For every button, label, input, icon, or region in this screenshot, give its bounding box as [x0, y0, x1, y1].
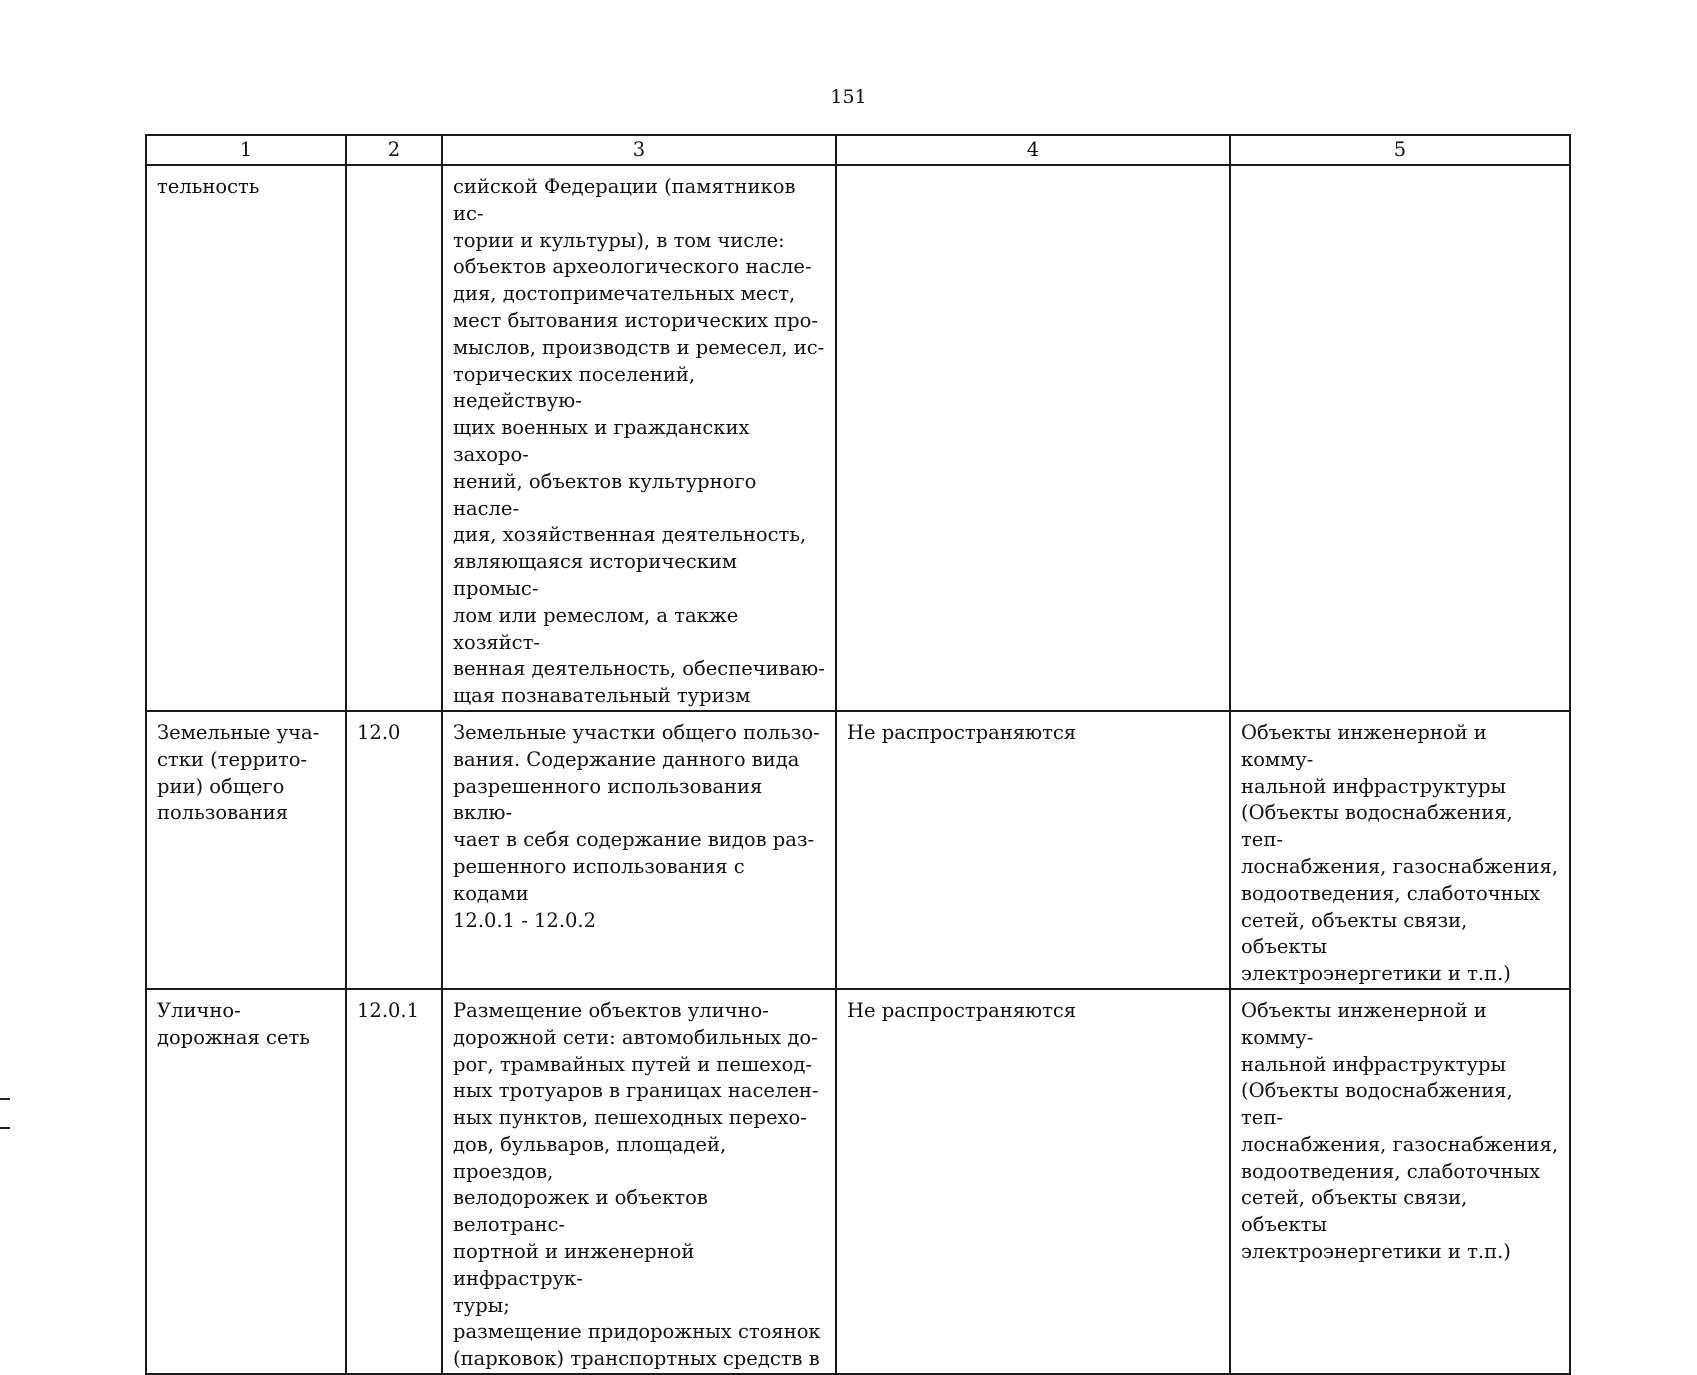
- cell-text: Улично- дорожная сеть: [157, 998, 310, 1049]
- cell-auxiliary-uses: [1230, 711, 1570, 989]
- cell-text: Объекты инженерной и комму- нальной инфраструктуры (Объекты водоснабжения, теп- лоснабжения, газоснабжения, водоотведения, слаботочных сетей, объекты связи, объекты электроэнергетики и т.п.): [1241, 720, 1559, 986]
- cell-text: Земельные участки общего пользо- вания. Содержание данного вида разрешенного использования вклю- чает в себя содержание видов раз- решенного использования с кодами 12.0.1 - 12.0.2: [453, 720, 820, 932]
- cell-auxiliary-uses: [1230, 165, 1570, 711]
- cell-text: Не распространяются: [847, 720, 1077, 744]
- column-header-1: 1: [146, 135, 346, 165]
- table-row: [146, 989, 1570, 1374]
- cell-use-description: [442, 165, 836, 711]
- cell-text: Земельные уча- стки (террито- рии) общего пользования: [157, 720, 320, 825]
- cell-text: 12.0: [357, 720, 401, 744]
- regulations-table: [145, 134, 1571, 1375]
- cell-use-description: [442, 711, 836, 989]
- table-row: [146, 711, 1570, 989]
- cell-use-name: [146, 165, 346, 711]
- cell-text: 12.0.1: [357, 998, 420, 1022]
- cell-parameters: [836, 711, 1230, 989]
- cell-text: Не распространяются: [847, 998, 1077, 1022]
- table-header-row: [146, 135, 1570, 165]
- column-header-2: 2: [346, 135, 442, 165]
- cell-parameters: [836, 989, 1230, 1374]
- cell-use-code: [346, 165, 442, 711]
- cell-text: сийской Федерации (памятников ис- тории и культуры), в том числе: объектов археологического насле- дия, достопримечательных мест, мест бытования исторических про- мыслов, производств и ремесел, ис- торических поселений, недействую- щих военных и гражданских захоро- нений, объектов культурного насле- дия, хозяйственная деятельность, являющаяся историческим промыс- лом или ремеслом, а также хозяйст- венная деятельность, обеспечиваю- щая познавательный туризм: [453, 175, 825, 708]
- cell-auxiliary-uses: [1230, 989, 1570, 1374]
- cell-text: Размещение объектов улично- дорожной сети: автомобильных до- рог, трамвайных путей и пешеход- ных тротуаров в границах населен- ных пунктов, пешеходных перехо- дов, бульваров, площадей, проездов, велодорожек и объектов велотранс- портной и инженерной инфраструк- туры; размещение придорожных стоянок (парковок) транспортных средств в: [453, 998, 821, 1371]
- column-header-3: 3: [442, 135, 836, 165]
- column-header-4: 4: [836, 135, 1230, 165]
- cell-use-name: [146, 989, 346, 1374]
- cell-use-description: [442, 989, 836, 1374]
- cell-text: Объекты инженерной и комму- нальной инфраструктуры (Объекты водоснабжения, теп- лоснабжения, газоснабжения, водоотведения, слаботочных сетей, объекты связи, объекты электроэнергетики и т.п.): [1241, 998, 1559, 1264]
- table-row: [146, 165, 1570, 711]
- margin-mark: [0, 1098, 10, 1100]
- cell-use-name: [146, 711, 346, 989]
- cell-parameters: [836, 165, 1230, 711]
- cell-text: тельность: [157, 175, 260, 198]
- margin-mark: [0, 1127, 10, 1129]
- column-header-5: 5: [1230, 135, 1570, 165]
- page-number: 151: [830, 86, 867, 108]
- cell-use-code: [346, 711, 442, 989]
- cell-use-code: [346, 989, 442, 1374]
